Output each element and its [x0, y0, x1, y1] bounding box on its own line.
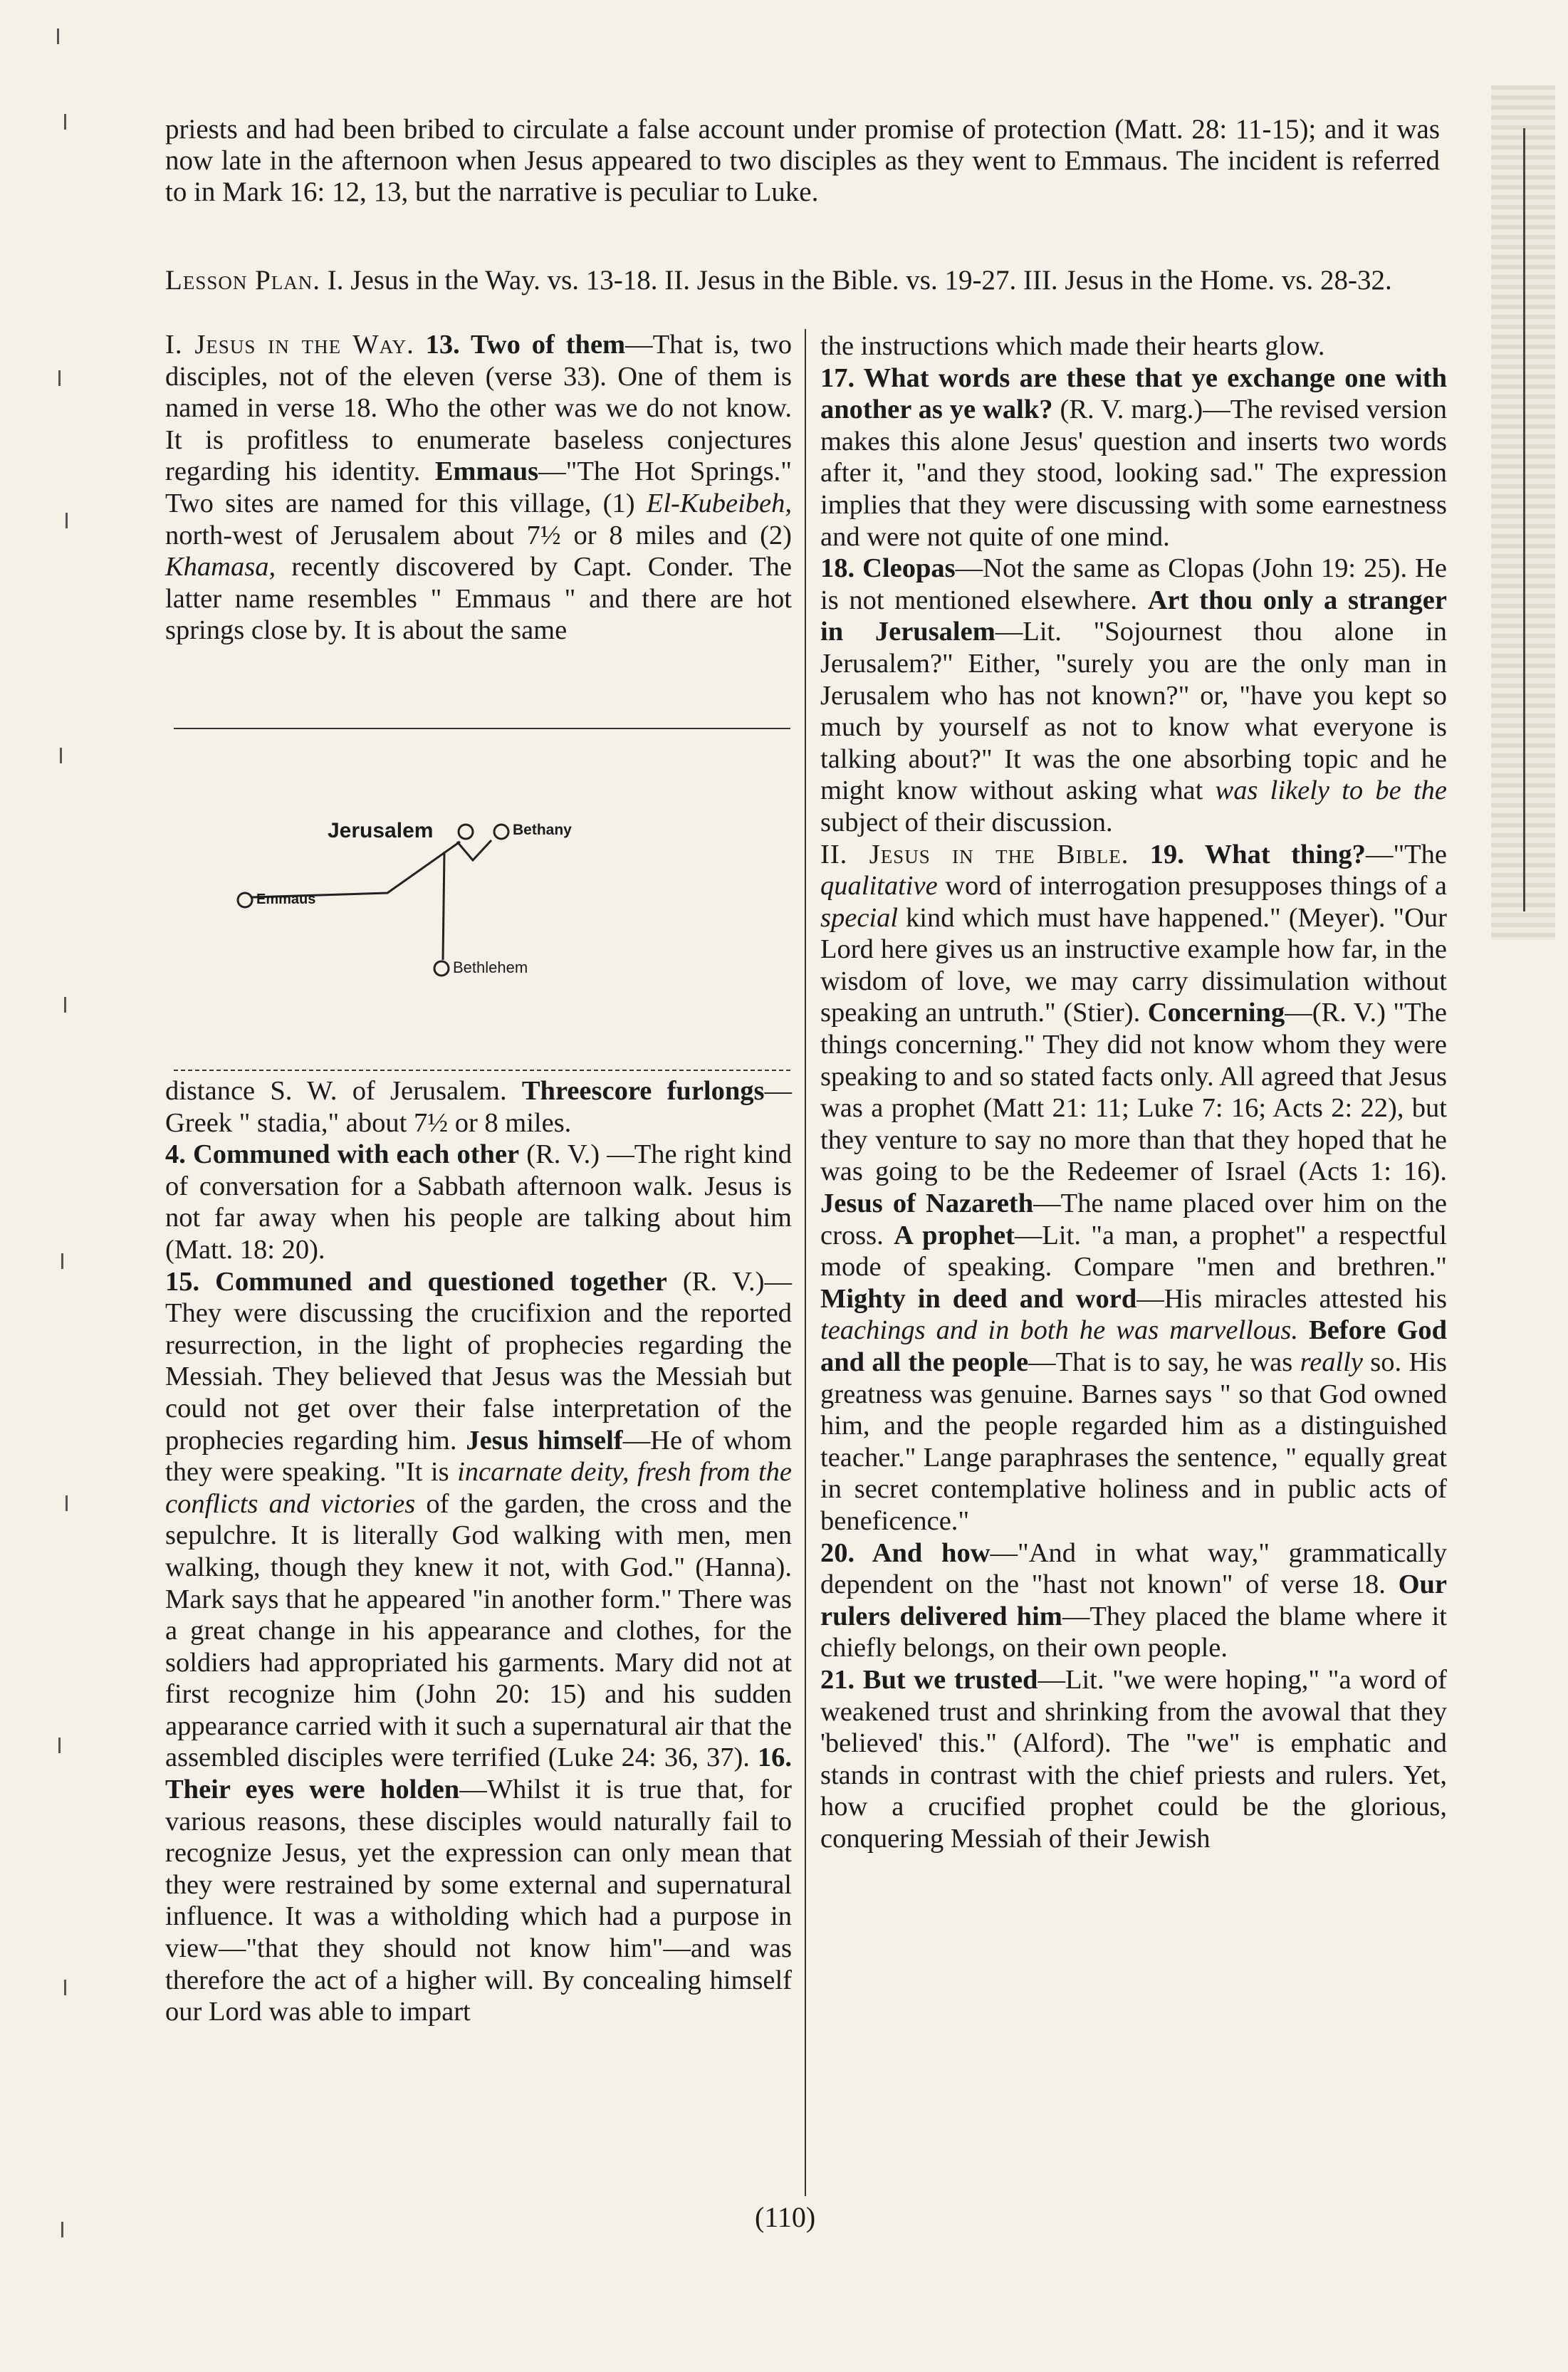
verse-18-heading: 18. Cleopas	[820, 553, 956, 584]
mighty-text: —His miracles attested his	[1136, 1283, 1447, 1314]
teachings-text: teachings and in both he was marvellous.	[820, 1315, 1298, 1346]
concerning-text: —(R. V.) "The things concerning." They did not know whom they were speaking to and so stated facts only. All agreed that Jesus was a prophet (Matt 21: 11; Luke 7: 16; Acts 2: 22), but they venture to say no more than that they hoped that he was going to be the Redeemer of Israel (Acts 1: 16).	[820, 998, 1447, 1187]
jerusalem-bethany-road	[457, 840, 491, 860]
map-figure	[174, 728, 790, 1071]
stranger-heading: Art thou only a stranger in Jerusalem	[820, 585, 1447, 647]
verse-16-text: —Whilst it is true that, for various reasons, these disciples would naturally fail to recognize Jesus, yet the expression can only mean that they were restrained by some external and supernatural influence. It was a witholding which had a purpose in view—"that they should not know him"—and was therefore the act of a higher will. By concealing himself our Lord was able to impart	[165, 1775, 792, 2027]
incarnate-deity-text: incarnate deity, fresh from the conflicts and victories	[165, 1457, 792, 1519]
qualitative-word: qualitative	[820, 871, 938, 902]
right-column	[820, 330, 1447, 1855]
verse-13-text: —That is, two disciples, not of the eleven (verse 33). One of them is named in verse 18. Who the other was we do not know. It is profitless to enumerate baseless conjectures regarding his identity.	[165, 330, 792, 487]
verse-18-text: —Not the same as Clopas (John 19: 25). He is not mentioned elsewhere.	[820, 553, 1447, 615]
verse-14-heading: 4. Communed with each other	[165, 1139, 520, 1170]
discussion-text: subject of their discussion.	[820, 807, 1113, 837]
label-emmaus: Emmaus	[256, 892, 316, 907]
stranger-text: —Lit. "Sojournest thou alone in Jerusalem?" Either, "surely you are the only man in Jerusalem who has not known?" or, "have you kept so much by yourself as not to know what everyone is talking about?" It was the one absorbing topic and he might know without asking what	[820, 617, 1447, 806]
verse-19-heading: 19. What thing?	[1149, 839, 1366, 869]
verse-15-heading: 15. Communed and questioned together	[165, 1266, 667, 1297]
prophet-heading: A prophet	[894, 1220, 1015, 1250]
verse-19-text-2: word of interrogation presupposes things of a	[945, 871, 1448, 902]
jesus-himself-text: —He of whom they were speaking. "It is	[165, 1425, 793, 1488]
verse-21-text: —Lit. "we were hoping," "a word of weakened trust and shrinking from the avowal that they 'believed' this." (Alford). The "we" is emphatic and stands in contrast with the chief priests and rulers. Yet, how a crucified prophet could be the glorious, conquering Messiah of their Jewish	[820, 1664, 1448, 1854]
khamasa: Khamasa,	[165, 552, 276, 582]
verse-20-heading: 20. And how	[820, 1537, 991, 1568]
furlongs-text: —Greek " stadia," about 7½ or 8 miles.	[165, 1076, 792, 1138]
paragraph-verse-14	[165, 1139, 792, 1265]
bethlehem-marker	[434, 961, 449, 976]
verse-15-text: (R. V.)—They were discussing the crucifixion and the reported resurrection, in the light of prophecies regarding the Messiah. They believed that Jesus was the Messiah but could not get over their false interpretation of the prophecies regarding him.	[165, 1266, 793, 1456]
verse-14-text: (R. V.) —The right kind of conversation for a Sabbath afternoon walk. Jesus is not far away when his people are talking about him (Matt. 18: 20).	[165, 1139, 793, 1265]
paragraph-verse-15	[165, 1266, 792, 2028]
paragraph-verse-20	[820, 1537, 1447, 1664]
lesson-plan	[165, 265, 1440, 296]
verse-16-heading: 16. Their eyes were holden	[165, 1743, 793, 1805]
paragraph-verse-21	[820, 1664, 1447, 1855]
special-word: special	[820, 902, 899, 933]
el-kubeibeh: El-Kubeibeh,	[646, 488, 793, 518]
label-bethlehem: Bethlehem	[453, 958, 528, 976]
really-word: really	[1300, 1347, 1363, 1377]
page-number: (110)	[755, 2201, 816, 2233]
verse-17-heading: 17. What words are these that ye exchange one with another as ye walk?	[820, 362, 1447, 425]
label-bethany: Bethany	[513, 822, 572, 838]
verse-21-heading: 21. But we trusted	[820, 1664, 1038, 1695]
furlongs-heading: Threescore furlongs	[521, 1076, 765, 1106]
nazareth-heading: Jesus of Nazareth	[820, 1188, 1034, 1219]
likely-text: was likely to be the	[1215, 775, 1447, 806]
lesson-plan-text: I. Jesus in the Way. vs. 13-18. II. Jesus in the Bible. vs. 19-27. III. Jesus in the Home. vs. 28-32.	[327, 265, 1392, 296]
verse-17-text: (R. V. marg.)—The revised version makes this alone Jesus' question and inserts two words after it, "and they stood, looking sad." The expression implies that they were discussing with some earnestness and were not quite of one mind.	[820, 395, 1448, 552]
emmaus-text: —"The Hot Springs." Two sites are named for this village, (1)	[165, 456, 792, 518]
paragraph-verse-19	[820, 839, 1447, 1537]
jerusalem-bethlehem-road	[443, 852, 444, 960]
paragraph-verse-17	[820, 362, 1447, 553]
label-jerusalem: Jerusalem	[328, 819, 434, 842]
concerning-heading: Concerning	[1147, 998, 1285, 1028]
emmaus-heading: Emmaus	[434, 456, 539, 487]
scan-margin-marks	[14, 0, 128, 2372]
paragraph-verse-13	[165, 329, 792, 647]
greatness-text: so. His greatness was genuine. Barnes says " so that God owned him, and the people regarded him as a distinguished teacher." Lange paraphrases the sentence, " equally great in secret contemplative holiness and in public acts of beneficence."	[820, 1347, 1447, 1536]
column-divider	[805, 329, 806, 2196]
verse-13-heading: 13. Two of them	[425, 330, 626, 360]
hanna-text: of the garden, the cross and the sepulchre. It is literally God walking with men, men walking, though they knew it not, with God." (Hanna). Mark says that he appeared "in another form." There was a great change in his appearance and clothes, for the soldiers had appropriated his garments. Mary did not at first recognize him (John 20: 15) and his sudden appearance carried with it such a supernatural air that the assembled disciples were terrified (Luke 24: 36, 37).	[165, 1488, 792, 1773]
jesus-himself-heading: Jesus himself	[466, 1425, 623, 1456]
emmaus-text-2: north-west of Jerusalem about 7½ or 8 miles and (2)	[165, 520, 792, 550]
mighty-heading: Mighty in deed and word	[820, 1283, 1137, 1314]
before-god-heading: Before God and all the people	[820, 1315, 1447, 1377]
paragraph-verse-13-cont	[165, 1075, 792, 1139]
paragraph-verse-18	[820, 553, 1447, 838]
nazareth-text: —The name placed over him on the cross.	[820, 1188, 1447, 1250]
left-column-bottom	[165, 1075, 792, 2028]
jerusalem-emmaus-road	[252, 842, 460, 897]
verse-19-text-3: kind which must have happened." (Meyer). "Our Lord here gives us an instructive example how far, in the wisdom of love, we may carry dissimulation without speaking an untruth." (Stier).	[820, 902, 1447, 1028]
rulers-heading: Our rulers delivered him	[820, 1569, 1448, 1631]
lesson-plan-heading: Lesson Plan.	[165, 265, 321, 296]
section-heading-way: I. Jesus in the Way.	[165, 330, 414, 360]
verse-19-text: —"The	[1365, 839, 1448, 869]
emmaus-text-3: recently discovered by Capt. Conder. The latter name resembles " Emmaus " and there are hot springs close by. It is about the same	[165, 552, 792, 646]
scan-edge-line	[1523, 128, 1525, 911]
left-column-top	[165, 329, 792, 647]
paragraph-right-continuation: the instructions which made their hearts glow.	[820, 331, 1325, 361]
section-heading-bible: II. Jesus in the Bible.	[820, 839, 1129, 869]
verse-20-text: —"And in what way," grammatically dependent on the "hast not known" of verse 18.	[820, 1537, 1447, 1600]
prophet-text: —Lit. "a man, a prophet" a respectful mode of speaking. Compare "men and brethren."	[820, 1220, 1447, 1282]
intro-paragraph: priests and had been bribed to circulate a false account under promise of protection (Matt. 28: 11-15); and it was now late in the afternoon when Jesus appeared to two disciples as they went to Emmaus. The incident is referred to in Mark 16: 12, 13, but the narrative is peculiar to Luke.	[165, 114, 1440, 207]
distance-text: distance S. W. of Jerusalem.	[165, 1076, 507, 1106]
jerusalem-marker	[459, 825, 473, 839]
bethany-marker	[494, 825, 508, 839]
rulers-text: —They placed the blame where it chiefly belongs, on their own people.	[820, 1601, 1447, 1663]
before-god-text: —That is to say, he was	[1028, 1347, 1293, 1377]
emmaus-marker	[238, 893, 252, 907]
